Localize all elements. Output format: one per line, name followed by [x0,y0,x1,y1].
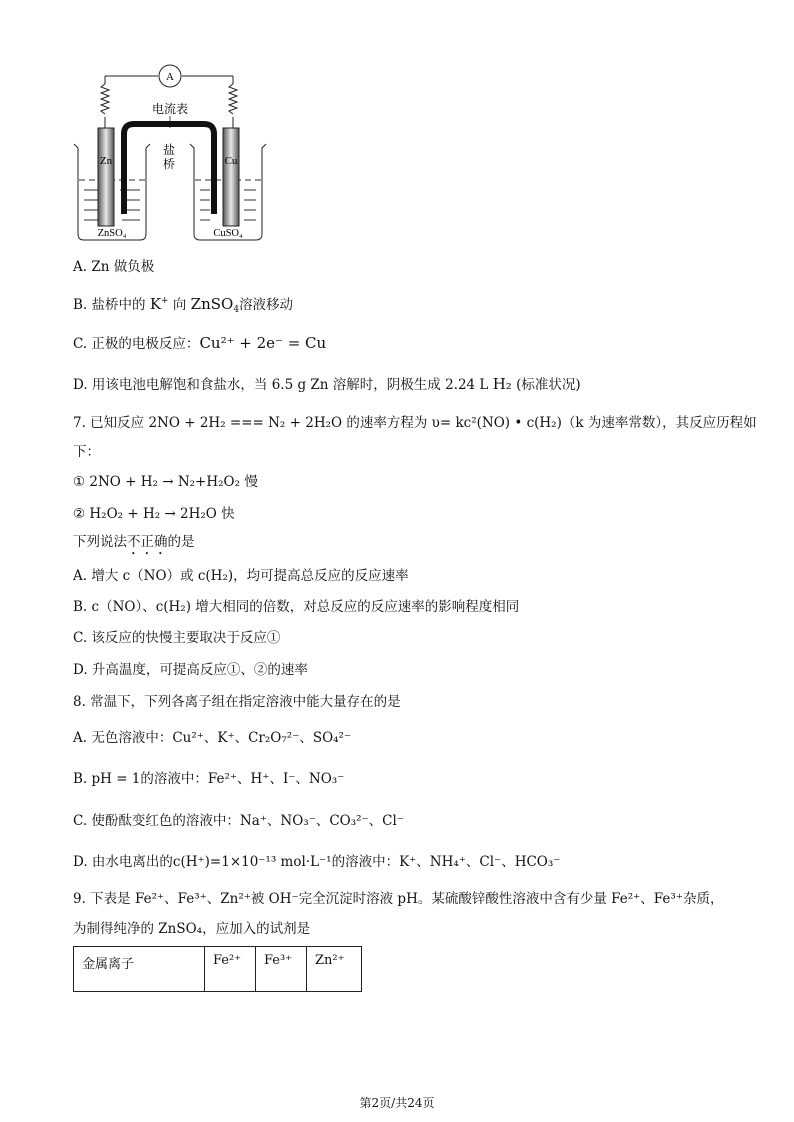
table-cell: Fe³⁺ [256,947,307,992]
galvanic-cell-diagram [70,62,270,246]
table-header-cell: 金属离子 [74,947,205,992]
q9-stem-line2: 为制得纯净的 ZnSO₄，应加入的试剂是 [73,921,311,937]
cu-electrode [223,128,239,226]
q8-stem: 8. 常温下，下列各离子组在指定溶液中能大量存在的是 [73,694,401,710]
ion-precipitation-table [73,946,362,992]
q7-option-c: C. 该反应的快慢主要取决于反应① [73,630,281,646]
q7-option-d: D. 升高温度，可提高反应①、②的速率 [73,662,308,678]
q6-option-d: D. 用该电池电解饱和食盐水，当 6.5 g Zn 溶解时，阴极生成 2.24 L H₂ (标准状况) [73,375,581,393]
q7-question: 下列说法不正确的是 [73,534,195,550]
salt-bridge-label-2: 桥 [162,157,176,171]
page-footer: 第2页/共24页 [359,1096,435,1110]
q8-option-b: B. pH = 1的溶液中：Fe²⁺、H⁺、I⁻、NO₃⁻ [73,771,345,787]
q7-option-a: A. 增大 c（NO）或 c(H₂)，均可提高总反应的反应速率 [73,568,409,584]
zn-electrode [98,128,114,226]
q6-option-a: A. Zn 做负极 [73,259,155,275]
emphasized-text: 不正确 [127,534,168,550]
zn-label: Zn [99,155,113,167]
ammeter-label: 电流表 [151,102,189,116]
q7-option-b: B. c（NO）、c(H₂) 增大相同的倍数，对总反应的反应速率的影响程度相同 [73,599,520,615]
znso4-label: ZnSO₄ [97,228,127,239]
q7-stem-line2: 下： [73,444,100,460]
q6-option-c: C. 正极的电极反应：Cu²⁺ + 2e⁻ = Cu [73,334,327,352]
ammeter-symbol: A [166,71,174,83]
salt-bridge-label-1: 盐 [162,143,176,157]
q9-stem-line1: 9. 下表是 Fe²⁺、Fe³⁺、Zn²⁺被 OH⁻完全沉淀时溶液 pH。某硫酸锌酸性溶液中含有少量 Fe²⁺、Fe³⁺杂质， [73,891,724,907]
cuso4-label: CuSO₄ [213,228,243,239]
q6-option-b: B. 盐桥中的 K+ 向 ZnSO$_4$溶液移动 [73,295,294,315]
q8-option-c: C. 使酚酞变红色的溶液中：Na⁺、NO₃⁻、CO₃²⁻、Cl⁻ [73,813,404,829]
q8-option-a: A. 无色溶液中：Cu²⁺、K⁺、Cr₂O₇²⁻、SO₄²⁻ [73,730,352,746]
q7-step-1: ① 2NO + H₂ → N₂+H₂O₂ 慢 [73,474,258,490]
table-cell: Zn²⁺ [307,947,362,992]
q7-step-2: ② H₂O₂ + H₂ → 2H₂O 快 [73,506,235,522]
table-cell: Fe²⁺ [205,947,256,992]
q7-stem-line1: 7. 已知反应 2NO + 2H₂ === N₂ + 2H₂O 的速率方程为 υ= kc²(NO) • c(H₂)（k 为速率常数），其反应历程如 [73,415,757,431]
cu-label: Cu [224,155,238,167]
table-row [74,947,362,992]
q8-option-d: D. 由水电离出的c(H⁺)=1×10⁻¹³ mol·L⁻¹的溶液中：K⁺、NH₄⁺、Cl⁻、HCO₃⁻ [73,854,561,870]
